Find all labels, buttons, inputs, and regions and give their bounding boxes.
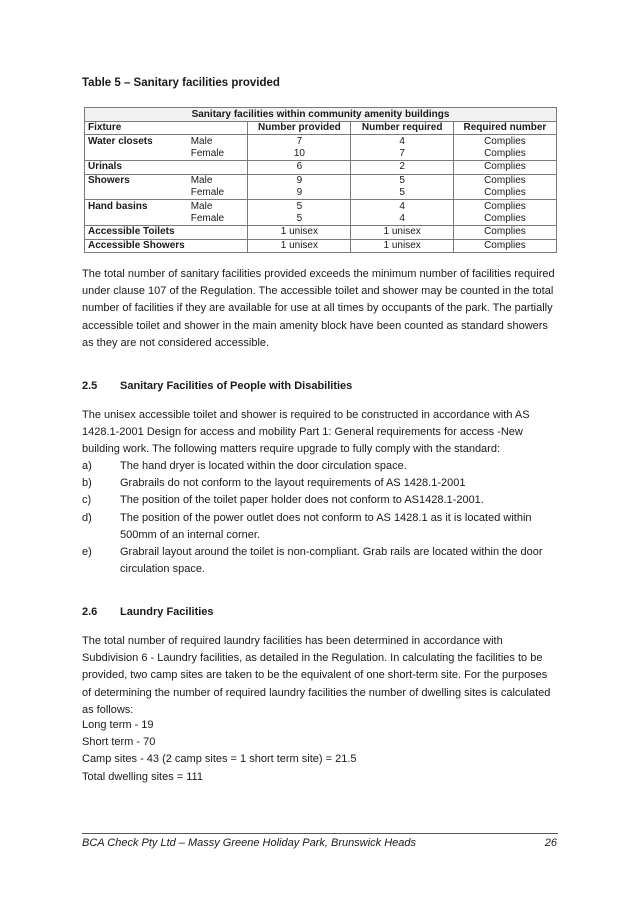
row-sub <box>188 239 248 252</box>
row-result: Complies <box>453 239 556 252</box>
row-result: Complies <box>453 148 556 161</box>
table-row <box>85 174 557 187</box>
row-sub: Male <box>188 200 248 213</box>
footer-divider <box>82 833 558 834</box>
row-fixture: Hand basins <box>85 200 188 213</box>
list-item <box>82 510 558 544</box>
calc-line: Short term - 70 <box>82 736 156 749</box>
calc-line: Long term - 19 <box>82 719 154 731</box>
row-result: Complies <box>453 135 556 148</box>
row-provided: 6 <box>248 161 351 174</box>
table-row <box>85 135 557 148</box>
row-provided: 7 <box>248 135 351 148</box>
list-item <box>82 544 558 578</box>
section-number: 2.6 <box>82 606 98 618</box>
calc-line: Total dwelling sites = 111 <box>82 770 203 783</box>
list-text: The hand dryer is located within the door circulation space. <box>120 460 407 472</box>
list-marker: e) <box>82 546 92 559</box>
row-required: 1 unisex <box>351 226 453 239</box>
table-row <box>85 226 557 239</box>
table-row <box>85 148 557 161</box>
row-result: Complies <box>453 226 556 239</box>
row-fixture <box>85 187 188 200</box>
row-result: Complies <box>453 161 556 174</box>
row-required: 4 <box>351 213 453 226</box>
header-fixture: Fixture <box>85 122 248 135</box>
row-fixture: Accessible Toilets <box>85 226 188 239</box>
list-item <box>82 458 558 475</box>
row-sub <box>188 161 248 174</box>
row-provided: 10 <box>248 148 351 161</box>
row-provided: 1 unisex <box>248 226 351 239</box>
row-sub: Female <box>188 187 248 200</box>
row-fixture: Accessible Showers <box>85 239 188 252</box>
table-title: Table 5 – Sanitary facilities provided <box>82 77 280 89</box>
row-sub <box>188 226 248 239</box>
row-required: 7 <box>351 148 453 161</box>
section-title: Laundry Facilities <box>120 606 214 618</box>
header-required-number: Required number <box>453 122 556 135</box>
row-required: 5 <box>351 174 453 187</box>
list-marker: d) <box>82 511 92 524</box>
table-row <box>85 187 557 200</box>
list-marker: c) <box>82 494 92 507</box>
page-number: 26 <box>544 837 557 849</box>
section-number: 2.5 <box>82 380 98 392</box>
calc-line: Camp sites - 43 (2 camp sites = 1 short term site) = 21.5 <box>82 753 357 766</box>
row-fixture: Urinals <box>85 161 188 174</box>
row-sub: Female <box>188 148 248 161</box>
row-required: 1 unisex <box>351 239 453 252</box>
paragraph-accessible-intro: The unisex accessible toilet and shower is required to be constructed in accordance with AS 1428.1-2001 Design for access and mobility Part 1: General requirements for access -New building work. The following matters require upgrade to fully comply with the standard: <box>82 409 530 456</box>
section-heading-2-5 <box>82 380 352 392</box>
row-fixture <box>85 148 188 161</box>
row-provided: 9 <box>248 187 351 200</box>
list-text: The position of the power outlet does not conform to AS 1428.1 as it is located within 500mm of an internal corner. <box>120 511 532 541</box>
table-caption: Sanitary facilities within community amenity buildings <box>85 108 557 122</box>
list-text: Grabrails do not conform to the layout requirements of AS 1428.1-2001 <box>120 477 466 490</box>
row-fixture: Water closets <box>85 135 188 148</box>
row-sub: Male <box>188 174 248 187</box>
row-required: 5 <box>351 187 453 200</box>
list-text: Grabrail layout around the toilet is non-compliant. Grab rails are located within the door circulation space. <box>120 546 543 576</box>
list-text: The position of the toilet paper holder does not conform to AS1428.1-2001. <box>120 494 484 507</box>
row-fixture <box>85 213 188 226</box>
row-provided: 1 unisex <box>248 239 351 252</box>
row-sub: Male <box>188 135 248 148</box>
row-required: 4 <box>351 135 453 148</box>
paragraph-laundry-intro: The total number of required laundry facilities has been determined in accordance with Subdivision 6 - Laundry facilities, as detailed in the Regulation. In calculating the facilities to be provided, two camp sites are taken to be the equivalent of one short-term site. For the purposes of determining the number of required laundry facilities the number of dwelling sites is calculated as follows: <box>82 635 551 716</box>
footer-text: BCA Check Pty Ltd – Massy Greene Holiday Park, Brunswick Heads <box>82 837 417 849</box>
row-fixture: Showers <box>85 174 188 187</box>
row-provided: 5 <box>248 213 351 226</box>
list-item <box>82 475 558 492</box>
header-number-required: Number required <box>351 122 453 135</box>
row-provided: 9 <box>248 174 351 187</box>
row-provided: 5 <box>248 200 351 213</box>
table-row <box>85 239 557 252</box>
list-item <box>82 492 558 509</box>
row-required: 2 <box>351 161 453 174</box>
row-result: Complies <box>453 213 556 226</box>
list-marker: a) <box>82 460 92 472</box>
section-heading-2-6 <box>82 606 214 618</box>
paragraph-total-facilities: The total number of sanitary facilities provided exceeds the minimum number of facilities required under clause 107 of the Regulation. The accessible toilet and shower may be counted in the total number of facilities if they are available for use at all times by occupants of the park. The partially accessible toilet and shower in the main amenity block have been counted as standard showers as they are not considered accessible. <box>82 268 555 349</box>
dwelling-site-calculation <box>82 717 357 786</box>
table-row <box>85 200 557 213</box>
row-result: Complies <box>453 200 556 213</box>
section-title: Sanitary Facilities of People with Disabilities <box>120 380 353 392</box>
table-row <box>85 213 557 226</box>
row-required: 4 <box>351 200 453 213</box>
row-sub: Female <box>188 213 248 226</box>
list-marker: b) <box>82 477 92 490</box>
upgrade-list <box>82 458 558 578</box>
header-number-provided: Number provided <box>248 122 351 135</box>
row-result: Complies <box>453 187 556 200</box>
sanitary-facilities-table <box>84 107 557 253</box>
table-row <box>85 161 557 174</box>
row-result: Complies <box>453 174 556 187</box>
